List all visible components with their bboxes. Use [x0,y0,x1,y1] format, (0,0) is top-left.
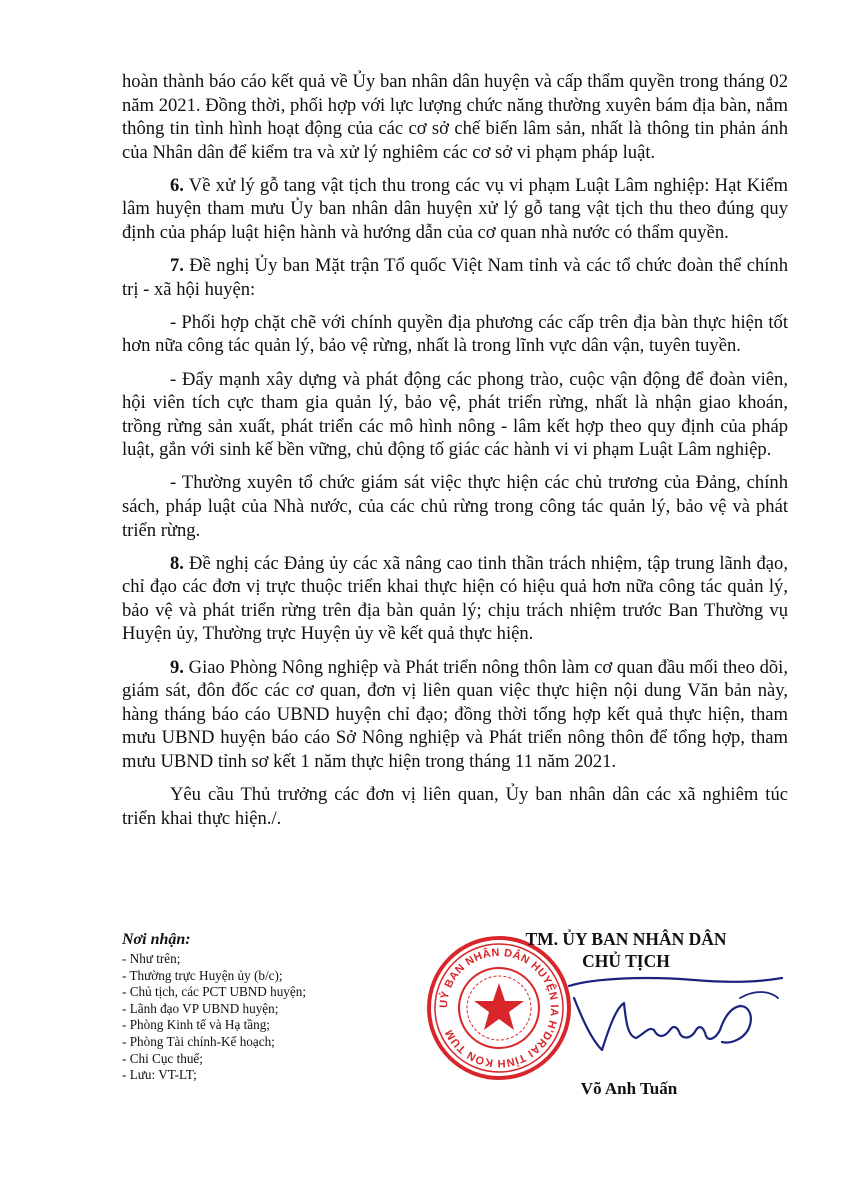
paragraph-6 [122,174,788,245]
recipient-item: - Thường trực Huyện ủy (b/c); [122,967,283,983]
paragraph-text: - Phối hợp chặt chẽ với chính quyền địa phương các cấp trên địa bàn thực hiện tốt hơn nữa công tác quản lý, bảo vệ rừng, nhất là trong lĩnh vực dân vận, tuyên tuyền. [122,311,788,357]
paragraph-text: hoàn thành báo cáo kết quả về Ủy ban nhân dân huyện và cấp thẩm quyền trong tháng 02 năm 2021. Đồng thời, phối hợp với lực lượng chức năng thường xuyên bám địa bàn, nắm thông tin tình hình hoạt động của các cơ sở chế biến lâm sản, nhất là thông tin phản ánh của Nhân dân để kiểm tra và xử lý nghiêm các cơ sở vi phạm pháp luật. [122,71,788,163]
signature-block [424,928,824,1108]
closing-paragraph [122,783,788,830]
paragraph-number: 9. [170,656,184,678]
recipient-item: - Lưu: VT-LT; [122,1067,197,1083]
handwritten-signature-icon [554,968,794,1063]
paragraph-5-continuation [122,70,788,164]
paragraph-text: - Đẩy mạnh xây dựng và phát động các phong trào, cuộc vận động để đoàn viên, hội viên tích cực tham gia quản lý, bảo vệ, phát triển rừng, nhất là nhận giao khoán, trồng rừng sản xuất, phát triển các mô hình nông - lâm kết hợp theo quy định của pháp luật, gắn với sinh kế bền vững, chủ động tố giác các hành vi vi phạm Luật Lâm nghiệp. [122,368,788,461]
paragraph-text: Đề nghị Ủy ban Mặt trận Tổ quốc Việt Nam tỉnh và các tổ chức đoàn thể chính trị - xã hội huyện: [122,255,788,300]
recipient-item: - Chi Cục thuế; [122,1050,203,1066]
recipient-item: - Phòng Kinh tế và Hạ tầng; [122,1017,270,1033]
recipients-title: Nơi nhận: [122,931,191,948]
recipient-item: - Lãnh đạo VP UBND huyện; [122,1000,279,1016]
paragraph-number: 7. [170,255,184,277]
paragraph-text: Đề nghị các Đảng ủy các xã nâng cao tinh thần trách nhiệm, tập trung lãnh đạo, chỉ đạo các đơn vị trực thuộc triển khai thực hiện có hiệu quả hơn nữa công tác quản lý, bảo vệ và phát triển rừng trên địa bàn quản lý; chịu trách nhiệm trước Ban Thường vụ Huyện ủy, Thường trực Huyện ủy về kết quả thực hiện. [122,552,788,645]
paragraph-8 [122,552,788,646]
document-body [122,70,788,840]
paragraph-9 [122,656,788,774]
paragraph-number: 6. [170,174,184,196]
signature-organization: TM. ỦY BAN NHÂN DÂN [525,929,727,949]
signature-role: CHỦ TỊCH [582,951,670,971]
paragraph-text: Về xử lý gỗ tang vật tịch thu trong các vụ vi phạm Luật Lâm nghiệp: Hạt Kiểm lâm huyện tham mưu Ủy ban nhân dân huyện xử lý gỗ tang vật tịch thu theo đúng quy định của pháp luật hiện hành và hướng dẫn của cơ quan nhà nước có thẩm quyền. [122,174,788,244]
recipients-block [122,930,452,1084]
recipient-item: - Phòng Tài chính-Kế hoạch; [122,1033,275,1049]
recipient-item: - Như trên; [122,951,181,966]
paragraph-text: Giao Phòng Nông nghiệp và Phát triển nông thôn làm cơ quan đầu mối theo dõi, giám sát, đôn đốc các cơ quan, đơn vị liên quan việc thực hiện nội dung Văn bản này, hàng tháng báo cáo UBND huyện chỉ đạo; đồng thời tổng hợp kết quả thực hiện, tham mưu UBND huyện báo cáo Sở Nông nghiệp và Phát triển nông thôn để tổng hợp, tham mưu UBND tỉnh sơ kết 1 năm thực hiện trong tháng 11 năm 2021. [122,656,788,772]
paragraph-7-bullet-1 [122,311,788,358]
recipient-item: - Chủ tịch, các PCT UBND huyện; [122,984,306,1000]
paragraph-text: - Thường xuyên tổ chức giám sát việc thực hiện các chủ trương của Đảng, chính sách, pháp luật của Nhà nước, của các chủ rừng trong công tác quản lý, bảo vệ và phát triển rừng. [122,472,788,541]
paragraph-7 [122,254,788,301]
svg-text:UỶ BAN NHÂN DÂN HUYỆN IA H'DRA: UỶ BAN NHÂN DÂN HUYỆN IA H'DRAI TỈNH KON TUM [437,946,561,1070]
paragraph-text: Yêu cầu Thủ trưởng các đơn vị liên quan, Ủy ban nhân dân các xã nghiêm túc triển khai thực hiện./. [122,784,788,829]
signer-name: Võ Anh Tuấn [580,1079,678,1098]
paragraph-7-bullet-3 [122,471,788,542]
paragraph-7-bullet-2 [122,368,788,462]
paragraph-number: 8. [170,552,184,574]
